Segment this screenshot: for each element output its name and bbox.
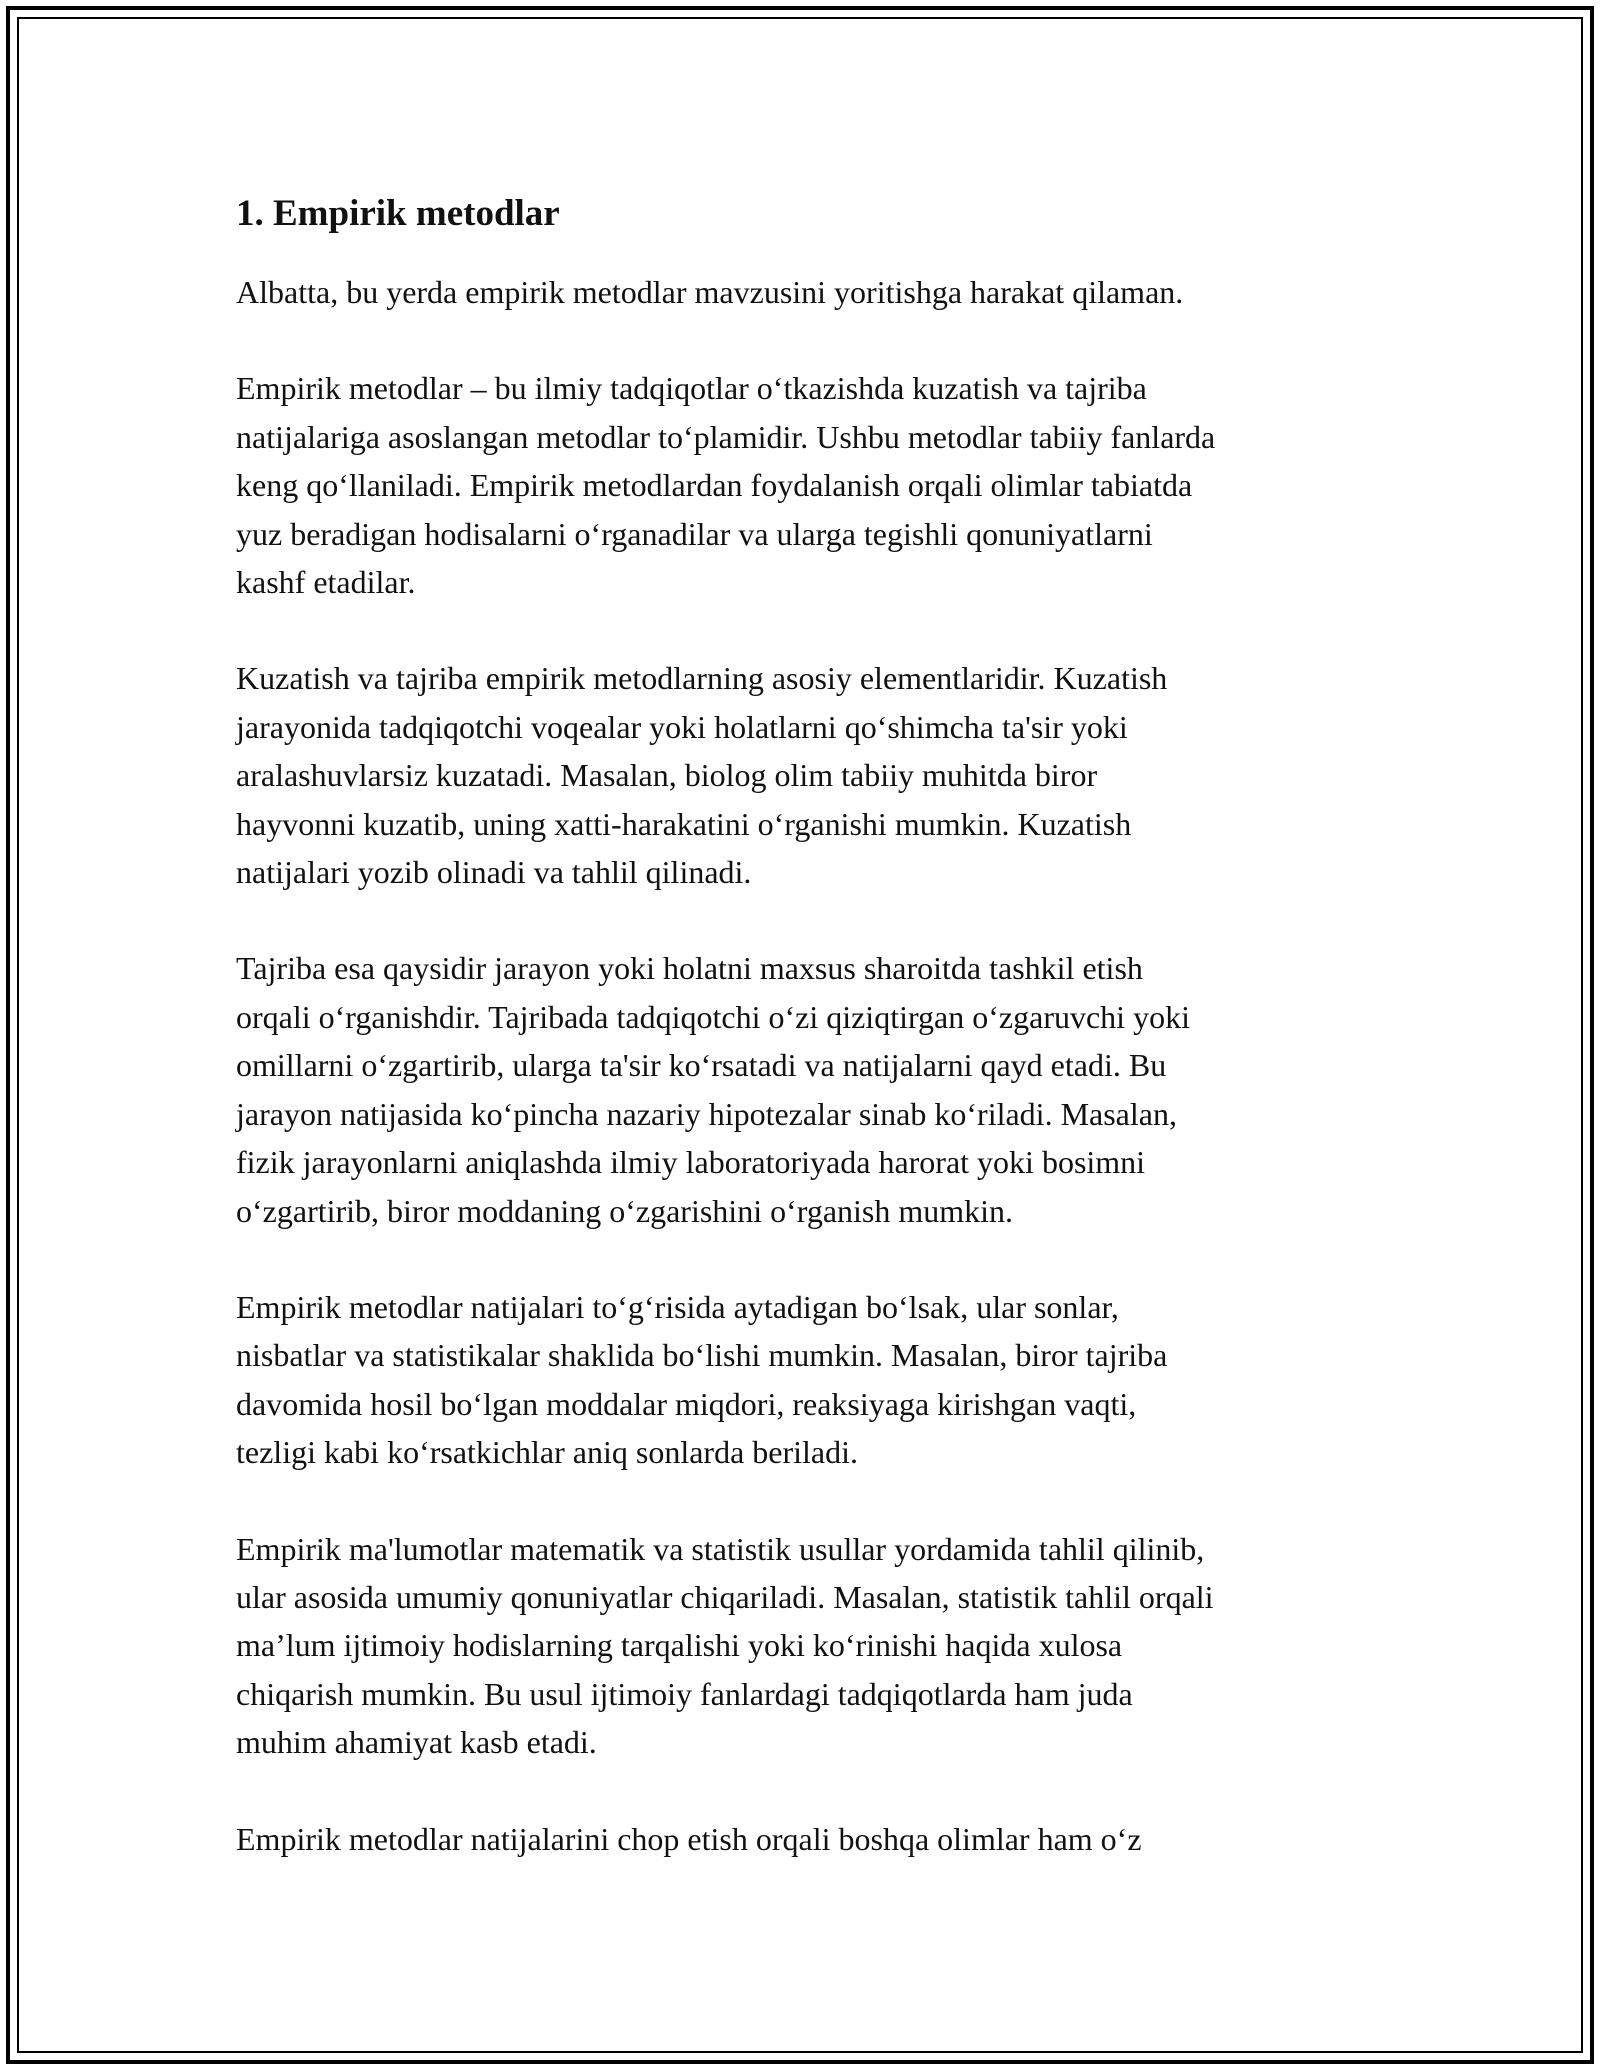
paragraph-line: ma’lum ijtimoiy hodislarning tarqalishi yoki ko‘rinishi haqida xulosa <box>236 1627 1123 1664</box>
paragraph <box>236 1283 1376 1477</box>
paragraph-line: Kuzatish va tajriba empirik metodlarning asosiy elementlaridir. Kuzatish <box>236 660 1168 697</box>
section-heading: 1. Empirik metodlar <box>236 193 560 234</box>
paragraph <box>236 944 1376 1234</box>
paragraph-line: fizik jarayonlarni aniqlashda ilmiy laboratoriyada harorat yoki bosimni <box>236 1144 1146 1181</box>
paragraph <box>236 654 1376 896</box>
paragraphs-container <box>236 268 1376 1863</box>
paragraph-line: keng qo‘llaniladi. Empirik metodlardan foydalanish orqali olimlar tabiatda <box>236 467 1193 504</box>
paragraph-line: ular asosida umumiy qonuniyatlar chiqariladi. Masalan, statistik tahlil orqali <box>236 1578 1214 1615</box>
paragraph-line: chiqarish mumkin. Bu usul ijtimoiy fanlardagi tadqiqotlarda ham juda <box>236 1675 1133 1712</box>
paragraph-line: tezligi kabi ko‘rsatkichlar aniq sonlarda beriladi. <box>236 1434 858 1471</box>
paragraph <box>236 268 1376 316</box>
paragraph-line: orqali o‘rganishdir. Tajribada tadqiqotchi o‘zi qiziqtirgan o‘zgaruvchi yoki <box>236 998 1190 1035</box>
paragraph-line: Empirik ma'lumotlar matematik va statistik usullar yordamida tahlil qilinib, <box>236 1530 1205 1567</box>
paragraph <box>236 1525 1376 1767</box>
paragraph-line: o‘zgartirib, biror moddaning o‘zgarishini o‘rganish mumkin. <box>236 1192 1014 1229</box>
paragraph-line: Empirik metodlar – bu ilmiy tadqiqotlar o‘tkazishda kuzatish va tajriba <box>236 370 1147 407</box>
paragraph-line: nisbatlar va statistikalar shaklida bo‘lishi mumkin. Masalan, biror tajriba <box>236 1337 1168 1374</box>
document-body <box>236 186 1376 1911</box>
paragraph-line: Albatta, bu yerda empirik metodlar mavzusini yoritishga harakat qilaman. <box>236 274 1184 310</box>
paragraph-line: aralashuvlarsiz kuzatadi. Masalan, biolog olim tabiiy muhitda biror <box>236 757 1098 794</box>
paragraph-line: natijalariga asoslangan metodlar to‘plamidir. Ushbu metodlar tabiiy fanlarda <box>236 418 1216 455</box>
paragraph-line: Empirik metodlar natijalari to‘g‘risida aytadigan bo‘lsak, ular sonlar, <box>236 1288 1119 1325</box>
paragraph-line: jarayonida tadqiqotchi voqealar yoki holatlarni qo‘shimcha ta'sir yoki <box>236 708 1128 745</box>
paragraph-line: jarayon natijasida ko‘pincha nazariy hipotezalar sinab ko‘riladi. Masalan, <box>236 1095 1177 1132</box>
paragraph <box>236 1815 1376 1863</box>
paragraph-line: natijalari yozib olinadi va tahlil qilinadi. <box>236 854 752 891</box>
paragraph-line: davomida hosil bo‘lgan moddalar miqdori, reaksiyaga kirishgan vaqti, <box>236 1385 1137 1422</box>
paragraph-line: hayvonni kuzatib, uning xatti-harakatini o‘rganishi mumkin. Kuzatish <box>236 805 1132 842</box>
paragraph-line: Empirik metodlar natijalarini chop etish orqali boshqa olimlar ham o‘z <box>236 1820 1142 1857</box>
paragraph-line: Tajriba esa qaysidir jarayon yoki holatni maxsus sharoitda tashkil etish <box>236 950 1143 987</box>
paragraph-line: omillarni o‘zgartirib, ularga ta'sir ko‘rsatadi va natijalarni qayd etadi. Bu <box>236 1047 1167 1084</box>
paragraph <box>236 364 1376 606</box>
paragraph-line: yuz beradigan hodisalarni o‘rganadilar va ularga tegishli qonuniyatlarni <box>236 515 1153 552</box>
paragraph-line: kashf etadilar. <box>236 564 416 601</box>
paragraph-line: muhim ahamiyat kasb etadi. <box>236 1724 597 1761</box>
